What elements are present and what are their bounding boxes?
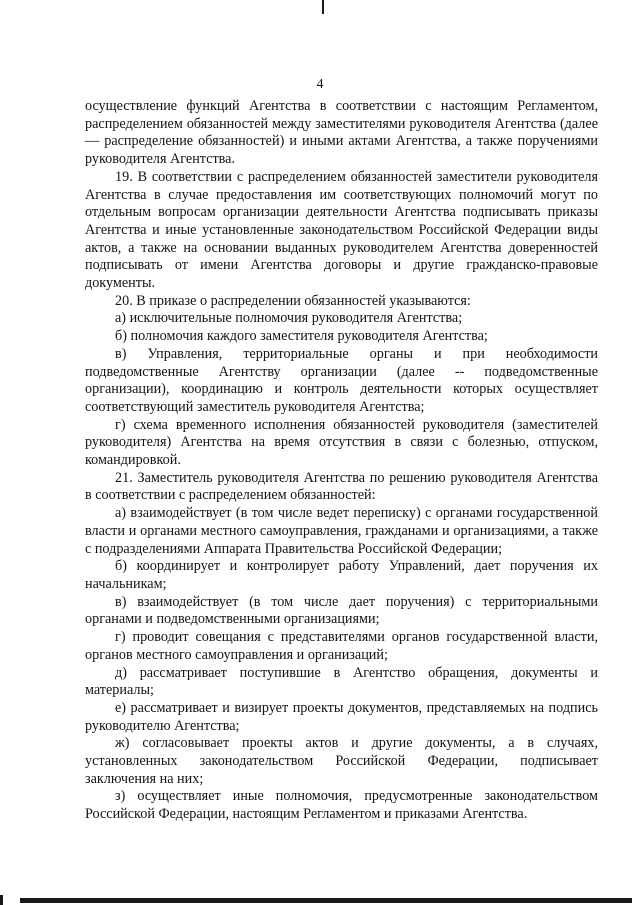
paragraph-20: 20. В приказе о распределении обязанностей указываются: (115, 292, 471, 309)
scan-edge-bar-bottom (20, 898, 632, 903)
list-item-21zh: ж) согласовывает проекты актов и другие документы, а в случаях, установленных законодательством Российской Федерации, подписывает заключения на них; (85, 735, 598, 787)
list-item-20v: в) Управления, территориальные органы и при необходимости подведомственные Агентству организации (далее -- подведомственные организации), координацию и контроль деятельности которых осуществляет соответствующий заместитель руководителя Агентства; (85, 345, 598, 415)
list-item-21d: д) рассматривает поступившие в Агентство обращения, документы и материалы; (85, 664, 598, 699)
list-item-21e: е) рассматривает и визирует проекты документов, представляемых на подпись руководителю Агентства; (85, 699, 598, 734)
paragraph-19: 19. В соответствии с распределением обязанностей заместители руководителя Агентства в случае предоставления им соответствующих полномочий могут по отдельным вопросам организации деятельности Агентства подписывать приказы Агентства и иные установленные законодательством Российской Федерации виды актов, а также на основании выданных руководителем Агентства доверенностей подписывать от имени Агентства договоры и другие гражданско-правовые документы. (85, 168, 598, 292)
scan-edge-mark-top (322, 0, 324, 14)
list-item-20a: а) исключительные полномочия руководителя Агентства; (115, 310, 463, 327)
scan-edge-mark-left (0, 895, 3, 905)
list-item-21a: а) взаимодействует (в том числе ведет переписку) с органами государственной власти и органами местного самоуправления, гражданами и организациями, а также с подразделениями Аппарата Правительства Российской Федерации; (85, 505, 598, 557)
list-item-20b: б) полномочия каждого заместителя руководителя Агентства; (115, 328, 488, 345)
list-item-21z: з) осуществляет иные полномочия, предусмотренные законодательством Российской Федерации, настоящим Регламентом и приказами Агентства. (85, 788, 598, 823)
list-item-20g: г) схема временного исполнения обязанностей руководителя (заместителей руководителя) Агентства на время отсутствия в связи с болезнью, отпуском, командировкой. (85, 416, 598, 469)
list-item-21g: г) проводит совещания с представителями органов государственной власти, органов местного самоуправления и организаций; (85, 629, 598, 663)
document-body (85, 98, 598, 824)
paragraph-21: 21. Заместитель руководителя Агентства по решению руководителя Агентства в соответствии с распределением обязанностей: (85, 469, 598, 504)
list-item-21v: в) взаимодействует (в том числе дает поручения) с территориальными органами и подведомственными организациями; (85, 593, 598, 628)
page-number: 4 (316, 77, 324, 92)
list-item-21b: б) координирует и контролирует работу Управлений, дает поручения их начальникам; (85, 558, 598, 592)
paragraph-continuation: осуществление функций Агентства в соответствии с настоящим Регламентом, распределением обязанностей между заместителями руководителя Агентства (далее — распределение обязанностей) и иными актами Агентства, а также поручениями руководителя Агентства. (85, 98, 598, 168)
